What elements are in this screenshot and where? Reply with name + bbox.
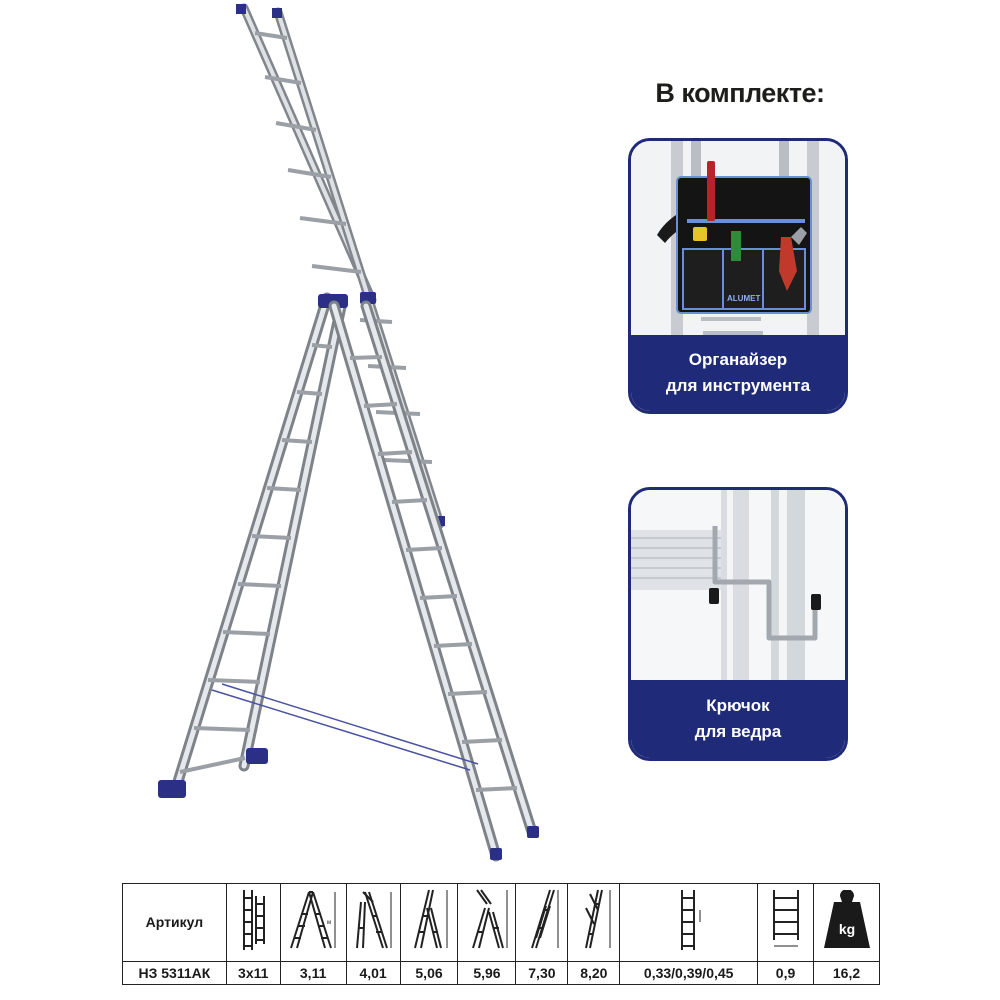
bucket-hook-caption-line1: Крючок [706, 696, 770, 715]
organizer-caption-line1: Органайзер [688, 350, 788, 369]
spec-value-weight: 16,2 [814, 962, 880, 985]
organizer-card [628, 138, 848, 414]
combo-stairs-height-cell [458, 884, 516, 962]
spec-value-max-height: 8,20 [568, 962, 620, 985]
rear-left-foot [490, 848, 502, 860]
ladder-sections-icon [238, 888, 268, 952]
spec-value-extended-height: 4,01 [346, 962, 400, 985]
extension-height-icon [522, 888, 562, 952]
bucket-hook-photo [631, 490, 845, 686]
combo-height-cell [400, 884, 458, 962]
kit-title: В комплекте: [655, 78, 825, 108]
spec-value-extension-height: 7,30 [516, 962, 568, 985]
spec-value-width: 0,9 [758, 962, 814, 985]
spec-value-combo-stairs-height: 5,96 [458, 962, 516, 985]
bucket-hook-caption-line2: для ведра [694, 722, 782, 741]
combo-height-icon [407, 888, 451, 952]
max-height-icon [574, 888, 614, 952]
extended-height-icon [353, 888, 393, 952]
organizer-photo [631, 141, 845, 341]
extension-height-cell [516, 884, 568, 962]
bucket-hook-caption [631, 680, 845, 758]
spec-value-combo-height: 5,06 [400, 962, 458, 985]
bag-brand-text: ALUMET [727, 294, 761, 303]
spec-value-a-frame-height: 3,11 [280, 962, 346, 985]
spec-table [122, 883, 880, 985]
extended-height-cell [346, 884, 400, 962]
max-height-cell [568, 884, 620, 962]
middle-section [334, 306, 539, 860]
width-icon [766, 888, 806, 952]
a-frame-height-cell [280, 884, 346, 962]
organizer-caption [631, 335, 845, 411]
front-right-foot [246, 748, 268, 764]
ladder-sections-cell [226, 884, 280, 962]
organizer-caption-line2: для инструмента [665, 376, 811, 395]
width-cell [758, 884, 814, 962]
spec-value-sections: 3x11 [226, 962, 280, 985]
weight-icon [822, 890, 872, 950]
dimension-mark: м [327, 920, 332, 926]
spec-value-rung-spacing: 0,33/0,39/0,45 [620, 962, 758, 985]
rung-spacing-cell [620, 884, 758, 962]
a-frame-height-icon [287, 888, 339, 952]
combo-stairs-height-icon [465, 888, 509, 952]
bucket-hook-card [628, 487, 848, 761]
rung-spacing-icon [674, 888, 704, 952]
front-left-foot [158, 780, 186, 798]
article-header [123, 884, 227, 962]
article-label: Артикул [145, 913, 204, 930]
weight-unit-text: kg [838, 921, 855, 937]
spec-value-article: НЗ 5311АК [123, 962, 227, 985]
rear-right-foot [527, 826, 539, 838]
weight-cell [814, 884, 880, 962]
